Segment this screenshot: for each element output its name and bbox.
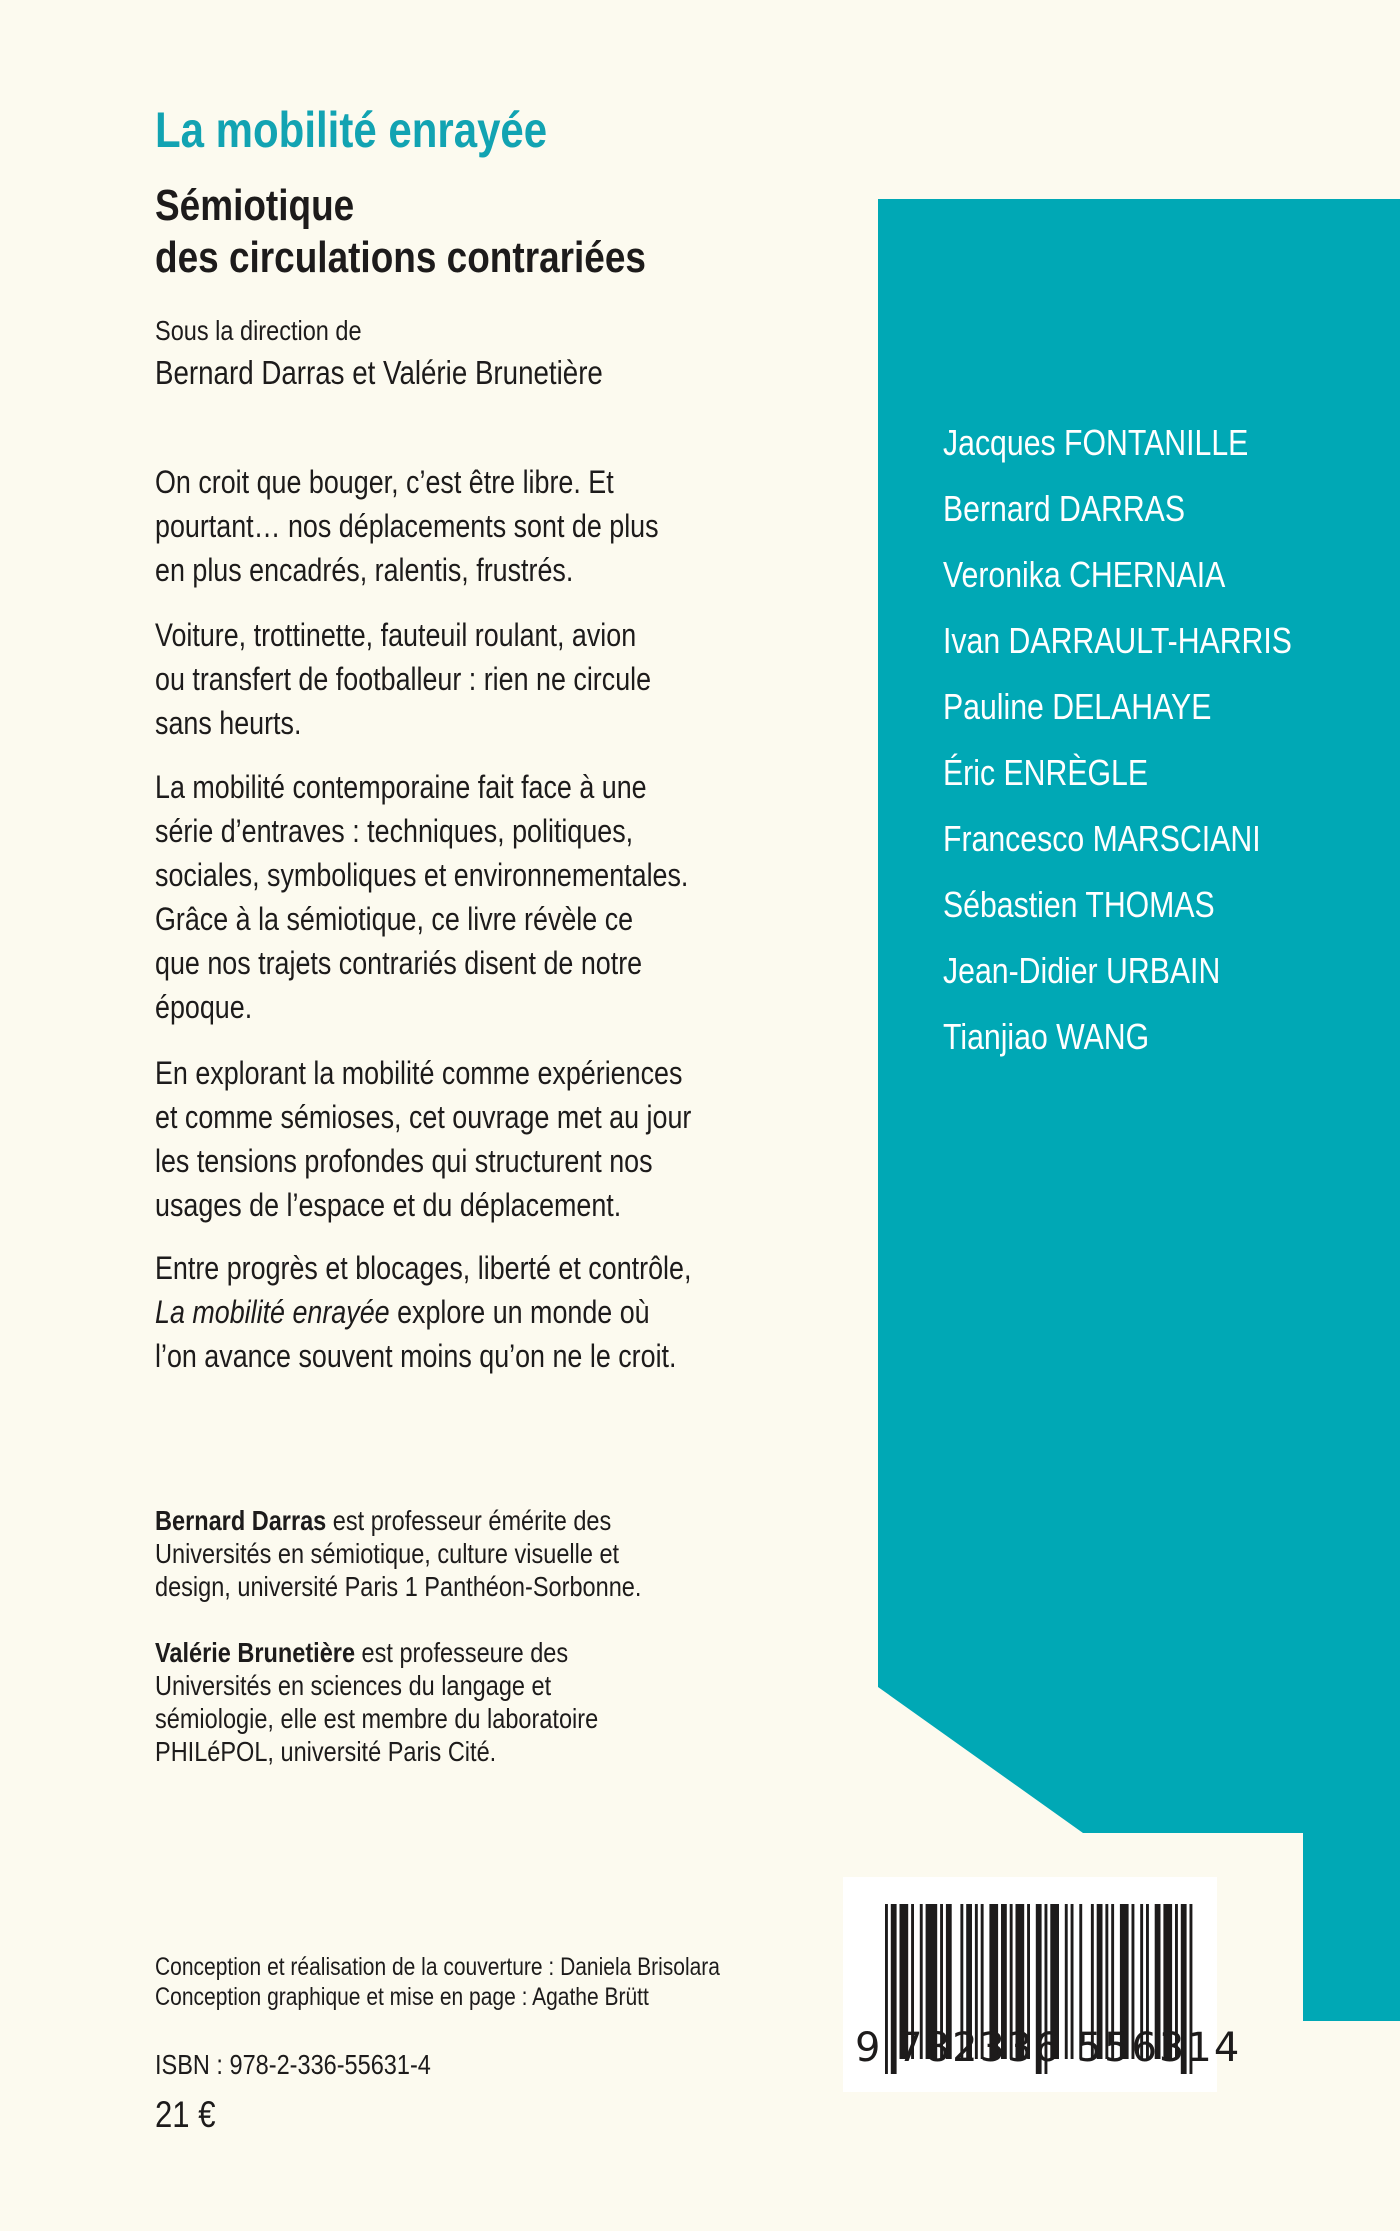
contributor: Ivan DARRAULT-HARRIS [943,620,1292,661]
subtitle-line: Sémiotique [155,181,355,230]
text-line: en plus encadrés, ralentis, frustrés. [155,552,574,588]
text-line: époque. [155,989,253,1025]
subtitle-line: des circulations contrariées [155,233,646,282]
contributor: Éric ENRÈGLE [943,752,1149,793]
contributor: Sébastien THOMAS [943,884,1215,925]
text-fragment: est professeure des [355,1637,569,1668]
contributor: Bernard DARRAS [943,488,1186,529]
isbn: ISBN : 978-2-336-55631-4 [155,2049,431,2080]
text-line: design, université Paris 1 Panthéon-Sorbonne. [155,1571,642,1602]
text-line: sans heurts. [155,705,302,741]
author-bio [155,1504,641,1603]
contributor: Tianjiao WANG [943,1016,1150,1057]
book-subtitle [155,180,646,284]
barcode [843,1877,1242,2092]
contributor: Jacques FONTANILLE [943,422,1249,463]
contributor: Francesco MARSCIANI [943,818,1261,859]
text-line: pourtant… nos déplacements sont de plus [155,508,659,544]
text-line: série d’entraves : techniques, politiques, [155,813,634,849]
paragraph [155,1246,691,1378]
book-title: La mobilité enrayée [155,102,548,158]
text-line: ou transfert de footballeur : rien ne circule [155,661,652,697]
text-line: que nos trajets contrariés disent de notre [155,945,643,981]
text-line: PHILéPOL, université Paris Cité. [155,1736,497,1767]
contributors-list [943,410,1292,1070]
text-line: sémiologie, elle est membre du laboratoire [155,1703,599,1734]
paragraph [155,460,659,592]
cover-credits [155,1952,720,2012]
text-line: Entre progrès et blocages, liberté et contrôle, [155,1250,692,1286]
paragraph [155,1051,691,1227]
text-line: les tensions profondes qui structurent nos [155,1143,653,1179]
author-name: Bernard Darras [155,1505,327,1536]
text-line: et comme sémioses, cet ouvrage met au jour [155,1099,692,1135]
text-line [155,1290,691,1334]
text-fragment: explore un monde où [397,1294,650,1330]
credit-line: Conception et réalisation de la couverture : Daniela Brisolara [155,1953,720,1981]
italic-title: La mobilité enrayée [155,1294,390,1330]
text-line [155,1504,641,1537]
paragraph [155,765,688,1029]
direction-label: Sous la direction de [155,315,362,346]
barcode-digits: 9 782336 556314 [855,2025,1242,2071]
text-line: usages de l’espace et du déplacement. [155,1187,622,1223]
text-line: Universités en sciences du langage et [155,1670,552,1701]
author-bio [155,1636,598,1768]
text-fragment: est professeur émérite des [326,1505,612,1536]
paragraph [155,613,651,745]
text-line: La mobilité contemporaine fait face à une [155,769,647,805]
contributor: Jean-Didier URBAIN [943,950,1221,991]
text-line: l’on avance souvent moins qu’on ne le croit. [155,1338,677,1374]
text-line: Universités en sémiotique, culture visuelle et [155,1538,620,1569]
directors: Bernard Darras et Valérie Brunetière [155,354,603,391]
text-line: Voiture, trottinette, fauteuil roulant, avion [155,617,637,653]
contributor: Veronika CHERNAIA [943,554,1226,595]
author-name: Valérie Brunetière [155,1637,356,1668]
text-line: sociales, symboliques et environnementales. [155,857,689,893]
text-line: Grâce à la sémiotique, ce livre révèle ce [155,901,634,937]
contributor: Pauline DELAHAYE [943,686,1212,727]
text-line [155,1636,598,1669]
credit-line: Conception graphique et mise en page : Agathe Brütt [155,1983,649,2011]
text-line: En explorant la mobilité comme expériences [155,1055,683,1091]
text-line: On croit que bouger, c’est être libre. Et [155,464,614,500]
price: 21 € [155,2094,216,2135]
